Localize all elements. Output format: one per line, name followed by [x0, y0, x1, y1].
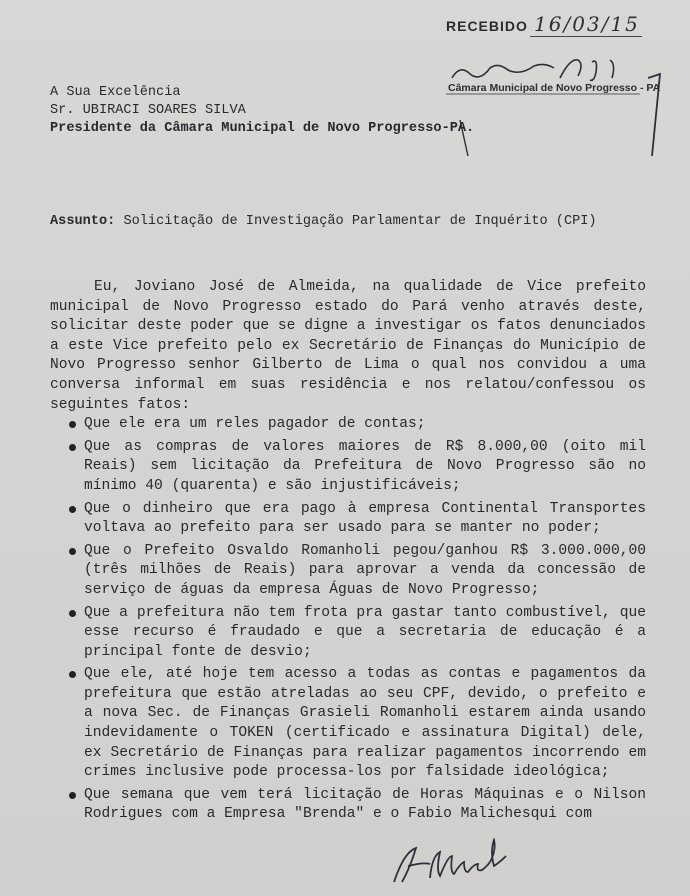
subject-text: Solicitação de Investigação Parlamentar de Inquérito (CPI)	[123, 214, 597, 229]
bullet-dot-icon	[69, 444, 76, 451]
letter-body	[50, 278, 646, 828]
bullet-dot-icon	[69, 548, 76, 555]
received-stamp-label: RECEBIDO	[446, 18, 528, 34]
intro-paragraph: Eu, Joviano José de Almeida, na qualidade de Vice prefeito municipal de Novo Progresso estado do Pará venho através deste, solicitar deste poder que se digne a investigar os fatos denunciados a este Vice prefeito pelo ex Secretário de Finanças do Município de Novo Progresso senhor Gilberto de Lima o qual nos convidou a uma conversa informal em suas residência e nos relatou/confessou os seguintes fatos:	[50, 279, 646, 413]
list-item: Que semana que vem terá licitação de Horas Máquinas e o Nilson Rodrigues com a Empresa "Brenda" e o Fabio Malichesqui com	[50, 786, 646, 825]
recipient-salutation: A Sua Excelência	[50, 85, 181, 100]
subject-line	[50, 214, 597, 229]
bullet-dot-icon	[69, 610, 76, 617]
bullet-dot-icon	[69, 421, 76, 428]
stamp-institution: Câmara Municipal de Novo Progresso - PA	[448, 82, 661, 94]
recipient-title: Presidente da Câmara Municipal de Novo Progresso-PA.	[50, 121, 475, 136]
list-item: Que ele, até hoje tem acesso a todas as contas e pagamentos da prefeitura que estão atreladas ao seu CPF, devido, o prefeito e a nova Sec. de Finanças Grasieli Romanholi estarem ainda usando indevidamente o TOKEN (certificado e assinatura Digital) dele, ex Secretário de Finanças para realizar pagamentos incorrendo em crimes inclusive pode processa-los por falsidade ideológica;	[50, 665, 646, 783]
list-item: Que ele era um reles pagador de contas;	[50, 415, 646, 435]
bullet-dot-icon	[69, 671, 76, 678]
signature-icon	[390, 838, 530, 892]
subject-label: Assunto:	[50, 214, 116, 229]
list-item: Que o dinheiro que era pago à empresa Continental Transportes voltava ao prefeito para ser usado para se manter no poder;	[50, 500, 646, 539]
bullet-dot-icon	[69, 792, 76, 799]
stamp-underline	[530, 36, 642, 37]
received-stamp-date: 16/03/15	[534, 12, 640, 36]
list-item: Que a prefeitura não tem frota pra gastar tanto combustível, que esse recurso é fraudado e que a secretaria de educação é a principal fonte de desvio;	[50, 604, 646, 663]
recipient-name: Sr. UBIRACI SOARES SILVA	[50, 103, 246, 118]
list-item: Que o Prefeito Osvaldo Romanholi pegou/ganhou R$ 3.000.000,00 (três milhões de Reais) para aprovar a venda da concessão de serviço de águas da empresa Águas de Novo Progresso;	[50, 542, 646, 601]
facts-list	[50, 415, 646, 825]
recipient-block	[50, 84, 474, 138]
bullet-dot-icon	[69, 506, 76, 513]
list-item: Que as compras de valores maiores de R$ 8.000,00 (oito mil Reais) sem licitação da Prefeitura de Novo Progresso são no mínimo 40 (quarenta) e são injustificáveis;	[50, 438, 646, 497]
